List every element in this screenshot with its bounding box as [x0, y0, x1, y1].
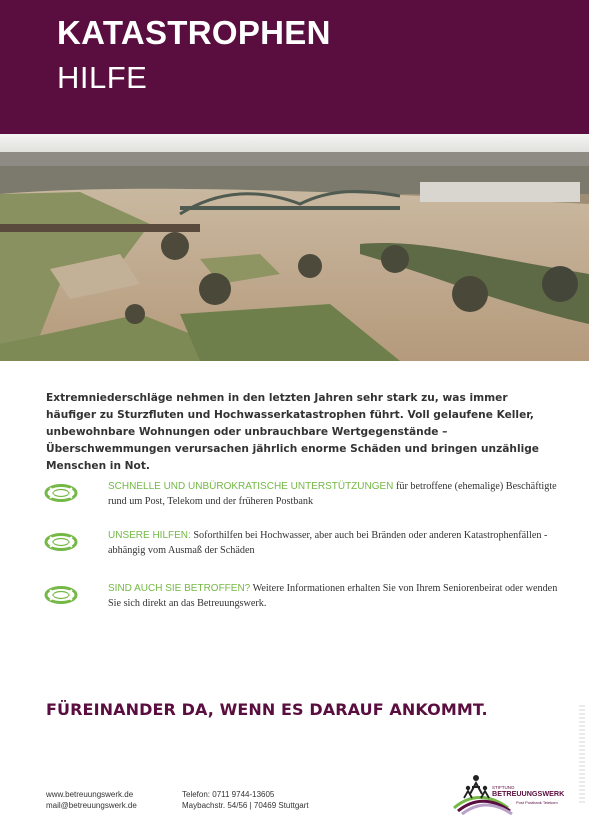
bullet-text: [108, 581, 558, 611]
footer-contact-address: [182, 790, 309, 811]
slogan: FÜREINANDER DA, WENN ES DARAUF ANKOMMT.: [46, 700, 488, 719]
lifebuoy-icon: [44, 484, 78, 502]
bullet-highlight: SIND AUCH SIE BETROFFEN?: [108, 583, 251, 594]
website-link[interactable]: www.betreuungswerk.de: [46, 790, 134, 799]
side-imprint: [579, 705, 585, 805]
betreuungswerk-logo: [450, 772, 568, 816]
bullet-body: Weitere Informationen erhalten Sie von Ihrem Seniorenbeirat oder wenden Sie sich direkt an das Betreuungswerk.: [108, 583, 558, 609]
lifebuoy-icon: [44, 533, 78, 551]
flood-photo: [0, 134, 589, 361]
logo-sub: Post Postbank Telekom: [516, 800, 558, 805]
bullet-text: [108, 479, 558, 509]
bullet-body: Soforthilfen bei Hochwasser, aber auch bei Bränden oder anderen Katastrophenfällen - abhängig vom Ausmaß der Schäden: [108, 530, 548, 556]
bullet-highlight: SCHNELLE UND UNBÜROKRATISCHE UNTERSTÜTZUNGEN: [108, 481, 394, 492]
bullet-body: für betroffene (ehemalige) Beschäftigte rund um Post, Telekom und der früheren Postbank: [108, 481, 557, 507]
intro-paragraph: Extremniederschläge nehmen in den letzten Jahren sehr stark zu, was immer häufiger zu Sturzfluten und Hochwasserkatastrophen führt. Voll gelaufene Keller, unbewohnbare Wohnungen oder unbrauchbare Wertgegenstände – Überschwemmungen verursachen jährlich enorme Schäden und bringen unzählige Menschen in Not.: [46, 392, 539, 472]
page-title: KATASTROPHEN: [57, 14, 331, 51]
page-subtitle: HILFE: [57, 60, 148, 95]
lifebuoy-icon: [44, 586, 78, 604]
phone-number: Telefon: 0711 9744-13605: [182, 790, 275, 799]
postal-address: Maybachstr. 54/56 | 70469 Stuttgart: [182, 800, 309, 810]
logo-small-text: STIFTUNG: [492, 785, 515, 790]
bullet-highlight: UNSERE HILFEN:: [108, 530, 191, 541]
bullet-text: [108, 528, 558, 558]
logo-name: BETREUUNGSWERK: [492, 789, 565, 798]
footer-contact-web: [46, 790, 137, 811]
header-banner: [0, 0, 589, 134]
email-link[interactable]: mail@betreuungswerk.de: [46, 800, 137, 810]
